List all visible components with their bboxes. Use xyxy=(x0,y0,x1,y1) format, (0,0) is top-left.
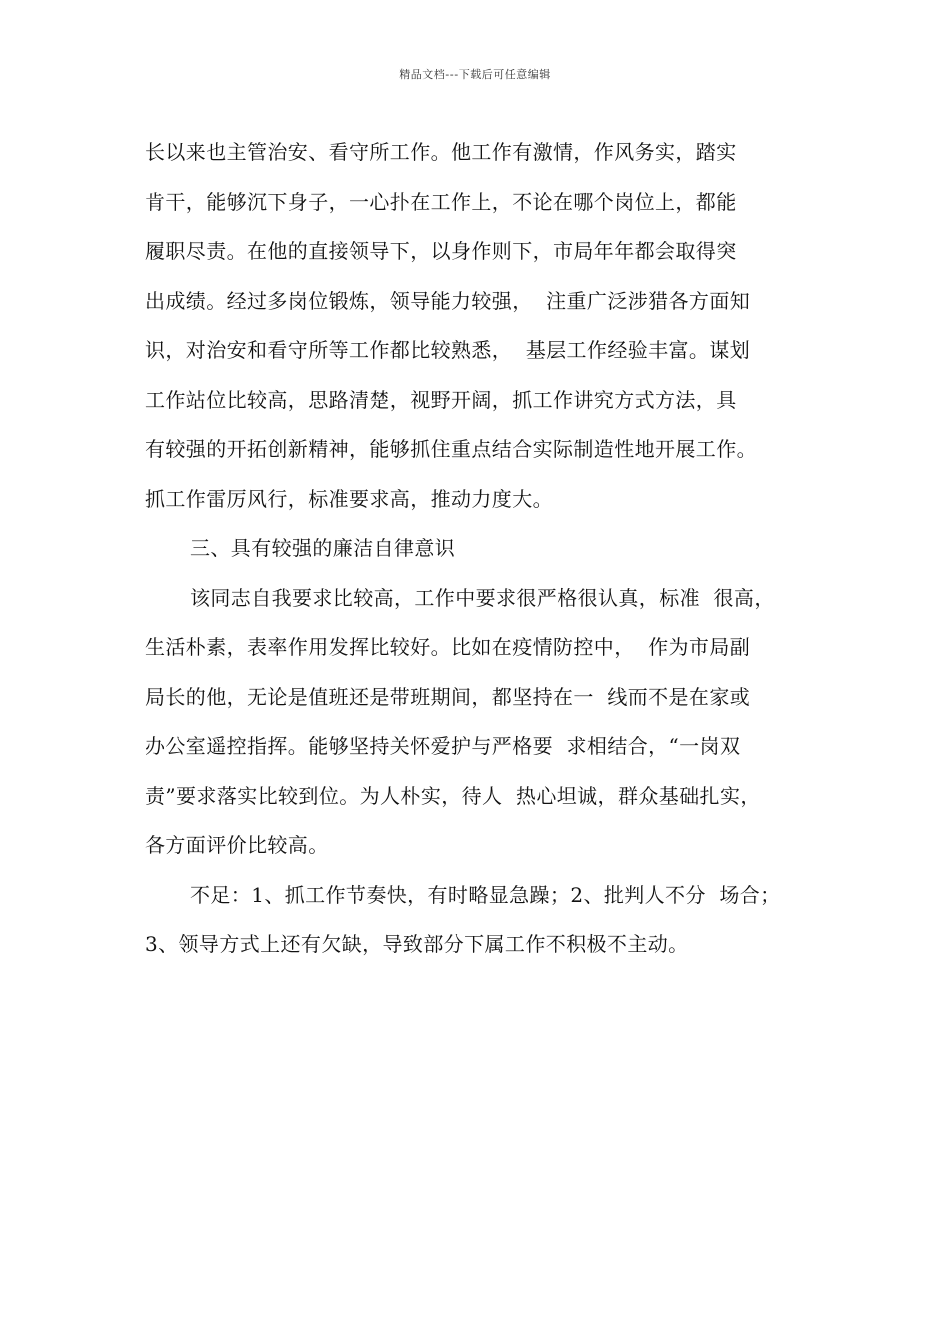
section-heading: 三、具有较强的廉洁自律意识 xyxy=(190,536,456,560)
page-header: 精品文档---下载后可任意编辑 xyxy=(399,68,551,81)
paragraph-line: 有较强的开拓创新精神，能够抓住重点结合实际制造性地开展工作。 xyxy=(145,437,757,461)
paragraph-line: 肯干，能够沉下身子，一心扑在工作上，不论在哪个岗位上，都能 xyxy=(145,189,737,214)
paragraph-line: 责”要求落实比较到位。为人朴实，待人 热心坦诚，群众基础扎实， xyxy=(145,783,761,808)
paragraph-line: 出成绩。经过多岗位锻炼，领导能力较强， 注重广泛涉猎各方面知 xyxy=(145,288,751,313)
paragraph-line: 3、领导方式上还有欠缺，导致部分下属工作不积极不主动。 xyxy=(145,932,689,956)
paragraph-line: 工作站位比较高，思路清楚，视野开阔，抓工作讲究方式方法，具 xyxy=(145,387,737,412)
paragraph-line: 不足：1、抓工作节奏快，有时略显急躁；2、批判人不分 场合； xyxy=(190,882,781,907)
document-body xyxy=(145,132,835,974)
paragraph-line: 各方面评价比较高。 xyxy=(145,833,329,857)
paragraph-line: 抓工作雷厉风行，标准要求高，推动力度大。 xyxy=(145,486,553,511)
paragraph-line: 办公室遥控指挥。能够坚持关怀爱护与严格要 求相结合，“一岗双 xyxy=(145,734,741,758)
paragraph-line: 该同志自我要求比较高，工作中要求很严格很认真，标准 很高， xyxy=(190,585,775,610)
paragraph-line: 局长的他，无论是值班还是带班期间，都坚持在一 线而不是在家或 xyxy=(145,684,751,709)
paragraph-line: 履职尽责。在他的直接领导下，以身作则下，市局年年都会取得突 xyxy=(145,239,737,263)
paragraph-line: 长以来也主管治安、看守所工作。他工作有激情，作风务实，踏实 xyxy=(145,140,737,164)
paragraph-line: 生活朴素，表率作用发挥比较好。比如在疫情防控中， 作为市局副 xyxy=(145,635,751,659)
paragraph-line: 识，对治安和看守所等工作都比较熟悉， 基层工作经验丰富。谋划 xyxy=(145,338,751,362)
